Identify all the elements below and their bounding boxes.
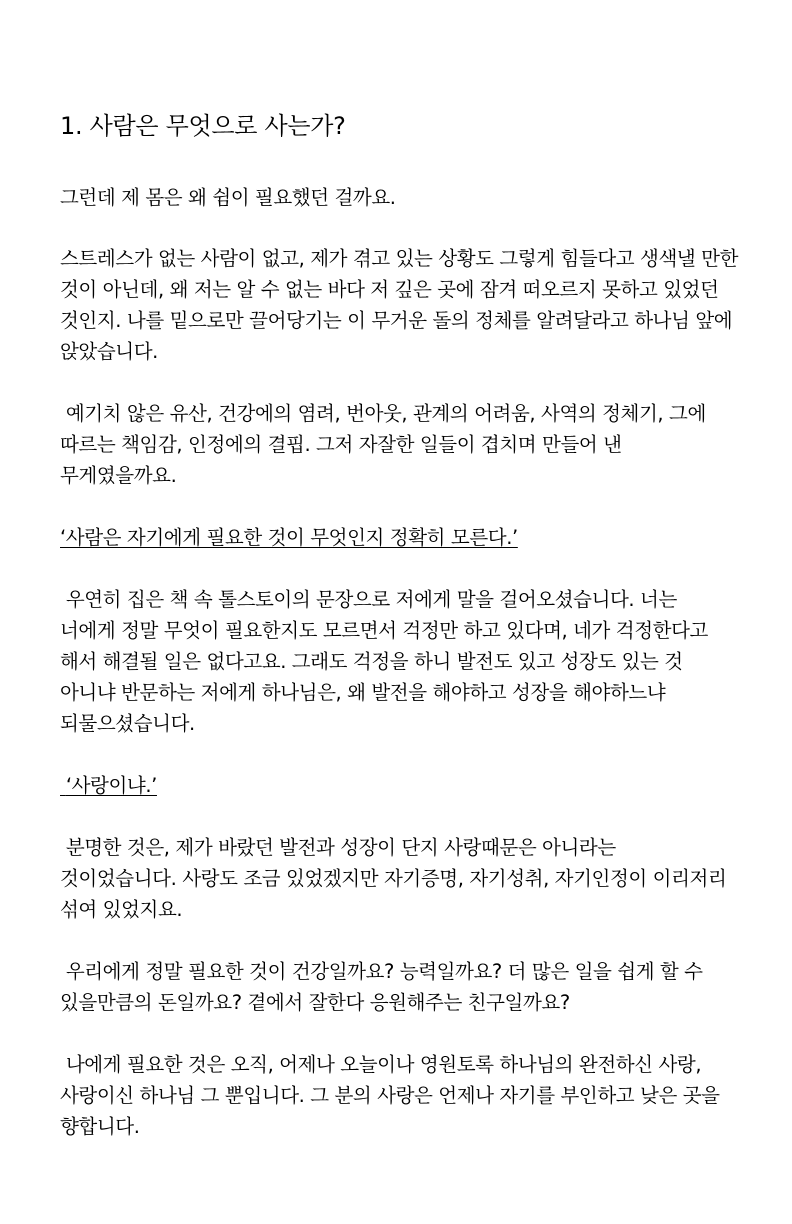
chapter-heading: 1. 사람은 무엇으로 사는가? <box>60 112 346 140</box>
paragraph-tolstoy-book: 우연히 집은 책 속 톨스토이의 문장으로 저에게 말을 걸어오셨습니다. 너는 너에게 정말 무엇이 필요한지도 모르면서 걱정만 하고 있다며, 네가 걱정한다고 해서 해결될 일은 없다고요. 그래도 걱정을 하니 발전도 있고 성장도 있는 것 아니냐 반문하는 저에게 하나님은, 왜 발전을 해야하고 성장을 해야하느냐 되물으셨습니다. <box>60 588 714 735</box>
paragraph-rest-question: 그런데 제 몸은 왜 쉼이 필요했던 걸까요. <box>60 186 396 209</box>
document-page <box>60 108 744 1173</box>
paragraph-growth: 분명한 것은, 제가 바랐던 발전과 성장이 단지 사랑때문은 아니라는 것이었습니다. 사랑도 조금 있었겠지만 자기증명, 자기성취, 자기인정이 이리저리 섞여 있었지요. <box>60 836 733 921</box>
paragraph-conclusion: 나에게 필요한 것은 오직, 어제나 오늘이나 영원토록 하나님의 완전하신 사랑, 사랑이신 하나님 그 뿐입니다. 그 분의 사랑은 언제나 자기를 부인하고 낮은 곳을 향합니다. <box>60 1053 726 1138</box>
quote-tolstoy <box>60 522 738 553</box>
quote-love <box>60 770 738 801</box>
paragraph-questions: 우리에게 정말 필요한 것이 건강일까요? 능력일까요? 더 많은 일을 쉽게 할 수 있을만큼의 돈일까요? 곁에서 잘한다 응원해주는 친구일까요? <box>60 960 709 1014</box>
quote-love-text: ‘사랑이냐.’ <box>60 774 157 797</box>
paragraph-stress: 스트레스가 없는 사람이 없고, 제가 겪고 있는 상황도 그렇게 힘들다고 생색낼 만한 것이 아닌데, 왜 저는 알 수 없는 바다 저 깊은 곳에 잠겨 떠오르지 못하고 있었던 것인지. 나를 밑으로만 끌어당기는 이 무거운 돌의 정체를 알려달라고 하나님 앞에 앉았습니다. <box>60 247 744 363</box>
paragraph-burdens: 예기치 않은 유산, 건강에의 염려, 번아웃, 관계의 어려움, 사역의 정체기, 그에 따르는 책임감, 인정에의 결핍. 그저 자잘한 일들이 겹치며 만들어 낸 무게였을까요. <box>60 402 712 487</box>
quote-tolstoy-text: ‘사람은 자기에게 필요한 것이 무엇인지 정확히 모른다.’ <box>60 526 518 549</box>
